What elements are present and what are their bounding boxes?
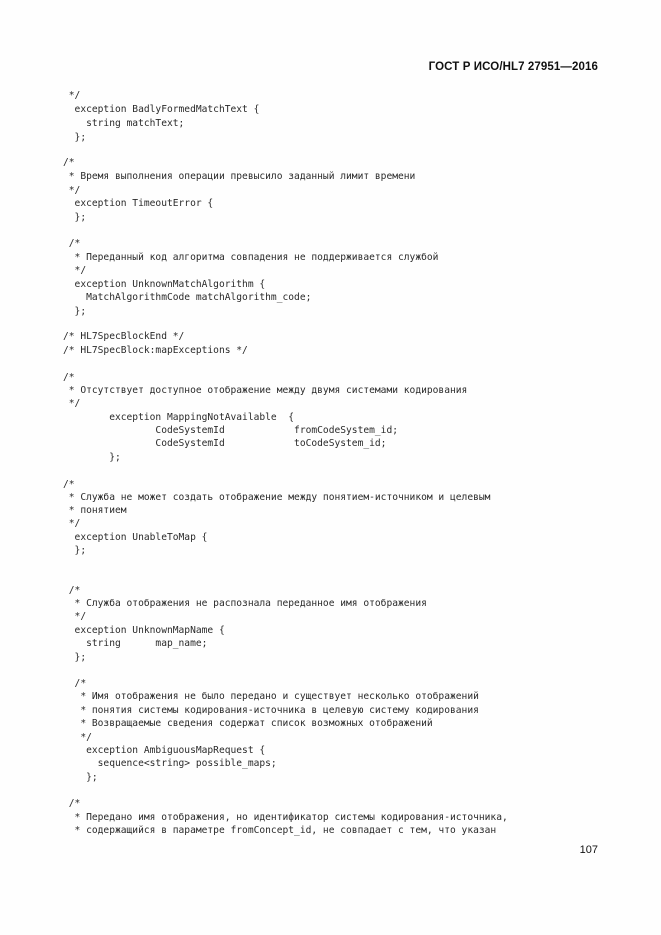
code-line: * Возвращаемые сведения содержат список возможных отображений xyxy=(63,718,433,729)
page-number: 107 xyxy=(579,844,598,856)
code-line: }; xyxy=(63,772,98,783)
code-line: }; xyxy=(63,452,121,463)
code-line: /* xyxy=(63,157,75,168)
code-line: */ xyxy=(63,185,81,196)
code-line: /* HL7SpecBlock:mapExceptions */ xyxy=(63,345,248,356)
code-line: /* xyxy=(63,238,81,249)
code-line: exception BadlyFormedMatchText { xyxy=(63,104,260,115)
standard-header: ГОСТ Р ИСО/HL7 27951—2016 xyxy=(428,61,598,73)
code-line: * понятия системы кодирования-источника в целевую систему кодирования xyxy=(63,705,479,716)
code-line: /* xyxy=(63,372,75,383)
code-line: /* xyxy=(63,798,81,809)
code-line: * понятием xyxy=(63,505,127,516)
code-line: exception TimeoutError { xyxy=(63,198,214,209)
code-line: exception UnknownMatchAlgorithm { xyxy=(63,279,266,290)
code-line: CodeSystemId fromCodeSystem_id; xyxy=(63,425,399,436)
code-line: * Передано имя отображения, но идентификатор системы кодирования-источника, xyxy=(63,812,508,823)
code-line: }; xyxy=(63,212,87,223)
code-line: exception MappingNotAvailable { xyxy=(63,412,295,423)
code-line: * Время выполнения операции превысило заданный лимит времени xyxy=(63,171,416,182)
code-line: /* xyxy=(63,678,87,689)
code-line: sequence<string> possible_maps; xyxy=(63,758,277,769)
code-line: * Служба отображения не распознала переданное имя отображения xyxy=(63,598,427,609)
code-line: */ xyxy=(63,732,92,743)
code-line: exception UnknownMapName { xyxy=(63,625,225,636)
code-line: }; xyxy=(63,545,87,556)
code-line: }; xyxy=(63,132,87,143)
code-line: */ xyxy=(63,265,87,276)
code-line: /* HL7SpecBlockEnd */ xyxy=(63,331,185,342)
code-line: */ xyxy=(63,90,81,101)
code-line: * Служба не может создать отображение между понятием-источником и целевым xyxy=(63,492,491,503)
code-line: * Отсутствует доступное отображение между двумя системами кодирования xyxy=(63,385,468,396)
code-line: }; xyxy=(63,652,87,663)
code-line: * Имя отображения не было передано и существует несколько отображений xyxy=(63,691,479,702)
code-line: /* xyxy=(63,479,75,490)
code-line: */ xyxy=(63,398,81,409)
code-line: }; xyxy=(63,306,87,317)
code-line: */ xyxy=(63,518,81,529)
code-line: CodeSystemId toCodeSystem_id; xyxy=(63,438,387,449)
code-line: exception UnableToMap { xyxy=(63,532,208,543)
code-line: exception AmbiguousMapRequest { xyxy=(63,745,266,756)
code-line: string map_name; xyxy=(63,638,208,649)
code-line: MatchAlgorithmCode matchAlgorithm_code; xyxy=(63,292,312,303)
code-line: */ xyxy=(63,611,87,622)
code-line: * Переданный код алгоритма совпадения не поддерживается службой xyxy=(63,252,439,263)
code-line: /* xyxy=(63,585,81,596)
code-line: string matchText; xyxy=(63,118,185,129)
code-line: * содержащийся в параметре fromConcept_id, не совпадает с тем, что указан xyxy=(63,825,497,836)
